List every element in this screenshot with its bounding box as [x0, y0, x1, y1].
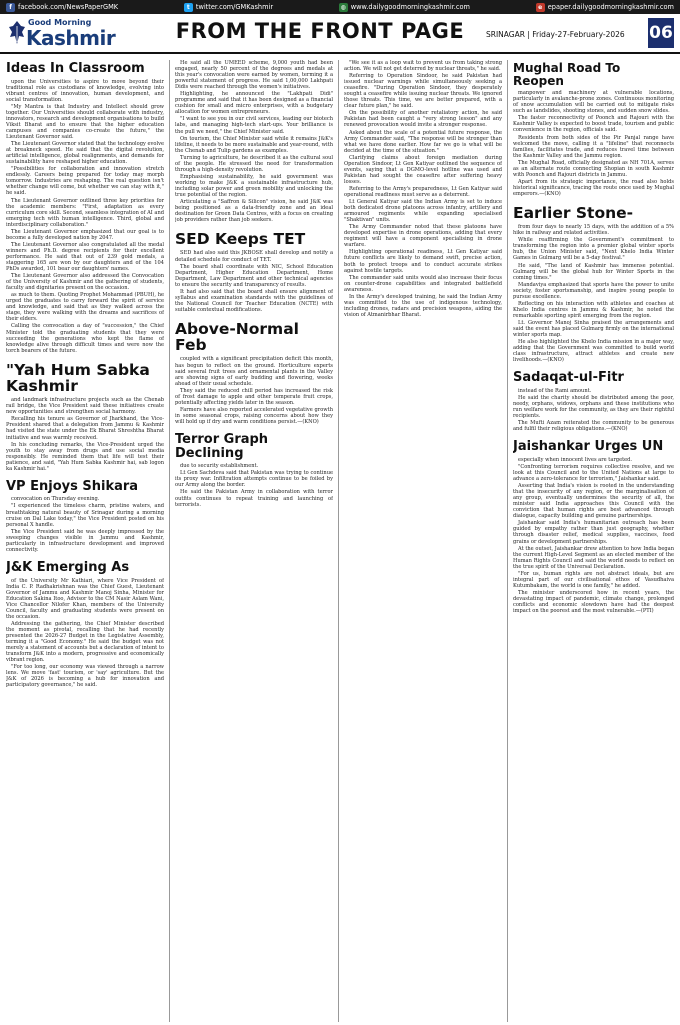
- paragraph: "My Mantra is that Industry and Intellect should grow together. Our Universities should collaborate with industry, innovators, research and development organisations to build Viksit Bharat and to ensure that the higher education campuses and companies co-create the future," the Lieutenant Governor said.: [6, 103, 164, 141]
- column-divider: [338, 60, 339, 1022]
- paragraph: It had also said that the board shall ensure alignment of syllabus and examination standards with the guidelines of the National Council for Teacher Education (NCTE) with suitable contextual modifications.: [175, 288, 333, 313]
- logo-tagline: Good Morning: [28, 18, 92, 27]
- paragraph: especially when innocent lives are targeted.: [518, 456, 633, 463]
- paragraph: "For us, human rights are not abstract ideals, but are integral part of our civilisational ethos of Vasudhaiva Kutumbakam, the world is one family," he added.: [513, 570, 674, 589]
- article-jaishankar-urges-un: [513, 440, 674, 614]
- paragraph: convocation on Thursday evening.: [11, 496, 100, 503]
- paragraph: Asserting that India's vision is rooted in the understanding that the insecurity of any region, or the marginalisation of any group, eventually undermines the security of all, the minister said India approaches this Council with the conviction that human rights are best advanced through dialogue, capacity building and genuine partnerships.: [513, 483, 674, 520]
- headline[interactable]: "Yah Hum Sabka Kashmir: [6, 360, 150, 395]
- paragraph: as much to them. Quoting Prophet Mohammad (PBUH), he urged the graduates to carry forward the spirit of service and knowledge, and said that as they walked across the stage, they were walking with the dreams and sacrifices of their elders.: [6, 292, 164, 323]
- paragraph: Referring to the Army's preparedness, Lt Gen Katiyar said operational readiness must serve as a deterrent.: [344, 185, 502, 198]
- headline[interactable]: Above-Normal Feb: [175, 319, 299, 355]
- article-operation-sindoor: [344, 60, 502, 318]
- paragraph: Referring to Operation Sindoor, he said Pakistan had issued nuclear warnings while simultaneously seeking a ceasefire. "During Operation Sindoor, they desperately sought a ceasefire while issuing nuclear threats. We ignored those threats. This time, we are better prepared, with a clear future plan," he said.: [344, 73, 502, 110]
- paragraph: He said the charity should be distributed among the poor, needy, orphans, widows, orphans and these institutions who run welfare work for the community, as they are their rightful recipients.: [513, 394, 674, 420]
- paragraph: The Vice President said he was deeply impressed by the sweeping changes visible in Jammu and Kashmir, particularly in infrastructure development and improved connectivity.: [6, 528, 164, 553]
- logo-wordmark: Kashmir: [26, 26, 116, 50]
- globe-icon: ◍: [340, 3, 346, 11]
- website-link[interactable]: [339, 3, 470, 12]
- twitter-icon: t: [184, 3, 193, 12]
- paragraph: He said the Pakistan Army in collaboration with terror outfits continues to repeat training and launching of terrorists.: [175, 489, 333, 508]
- paragraph: "I want to see you in our civil services, leading our biotech labs, and managing high-tech start-ups. Your brilliance is the pull we need," the Chief Minister said.: [175, 116, 333, 135]
- column-4: [513, 60, 674, 1022]
- column-1: [6, 60, 164, 1022]
- chinar-leaf-icon: [8, 20, 26, 46]
- paragraph: Clarifying claims about foreign mediation during Operation Sindoor, Lt Gen Katiyar outlined the sequence of events, saying that a DGMO-level hotline was used and Pakistan had sought the ceasefire after suffering heavy losses.: [344, 154, 502, 185]
- article-convocation-continued: [175, 60, 333, 223]
- paragraph: and landmark infrastructure projects such as the Chenab rail bridge, the Vice President said these initiatives create new opportunities and strengthen social harmony.: [6, 397, 164, 416]
- headline[interactable]: Sadaqat-ul-Fitr: [513, 370, 624, 386]
- paragraph: Residents from both sides of the Pir Panjal range have welcomed the move, calling it a "lifeline" that reconnects families, facilitates trade, and reduces travel time between the Kashmir Valley and the Jammu region.: [513, 134, 674, 159]
- paragraph: The board shall coordinate with NIC, School Education Department, Higher Education Department, Home Department, Law Department and other technical agencies to ensure the security and transparency of results.: [175, 263, 333, 288]
- paragraph: Highlighting operational readiness, Lt Gen Katiyar said future conflicts are likely to demand swift, precise action, both to protect troops and to conduct accurate strikes against hostile targets.: [344, 249, 502, 274]
- headline[interactable]: Mughal Road To Reopen: [513, 61, 621, 88]
- paragraph: "For too long, our economy was viewed through a narrow lens. We move 'fast' tourism, or 'say' agriculture. But the J&K of 2026 is becoming a hub for innovation and participatory governance," he said.: [6, 664, 164, 689]
- paragraph: The Army Commander noted that these platoons have developed expertise in drone operations, adding that every regiment will have a component specialising in drone warfare.: [344, 224, 502, 249]
- paragraph: Highlighting, he announced the "Lakhpati Didi" programme and said that it has been designed as a financial cushion for small and micro enterprises, with a budgetary allocation for women entrepreneurs.: [175, 91, 333, 116]
- masthead: [0, 14, 680, 54]
- column-divider: [169, 60, 170, 1022]
- paragraph: Reflecting on his interaction with athletes and coaches at Khelo India centres in Jammu & Kashmir, he noted the remarkable sporting spirit emerging from the region.: [513, 300, 674, 319]
- paragraph: The Lieutenant Governor also congratulated all the medal winners and Ph.D. degree recipients for their excellent performance. He said that out of 239 gold medals, a staggering 165 are won by our daughters and of the 104 PhDs awarded, 101 bear our daughters' names.: [6, 241, 164, 273]
- paragraph: Recalling his tenure as Governor of Jharkhand, the Vice-President shared that a delegation from Jammu & Kashmir had visited the state under the Ek Bharat Shreshtha Bharat initiative and was warmly received.: [6, 416, 164, 441]
- paragraph: due to security establishment.: [180, 463, 259, 470]
- article-columns: [6, 60, 674, 1022]
- paragraph: of the University Mr Kathiari, where Vice President of India C. P. Radhakrishnan was the Chief Guest, Lieutenant Governor of Jammu and Kashmir Manoj Sinha, Minister for Education Sakina Itoo, Advisor to the CM Nasir Aslam Wani, Vice Chancellor Nilofer Khan, members of the University Council, faculty and graduating students were present on the occasion.: [6, 577, 164, 620]
- paragraph: "I experienced the timeless charm, pristine waters, and breathtaking natural beauty of Srinagar during a morning cruise on Dal Lake today," the Vice President posted on his personal X handle.: [6, 503, 164, 528]
- paragraph: The Lieutenant Governor outlined three key priorities for the academic members: "First, adaptation as every curriculum core skill. Second, seamless integration of AI and emerging tech with human intelligence. Third, global and interdisciplinary collaboration.": [6, 197, 164, 228]
- paragraph: Addressing the gathering, the Chief Minister described the moment as pivotal, recalling that he had recently presented the 2026-27 Budget in the Legislative Assembly, terming it a "Good Economy." He said the budget was not merely a statement of accounts but a declaration of intent to transform J&K into a modern, progressive and economically vibrant region.: [6, 620, 164, 664]
- paragraph: Lt. Governor Manoj Sinha praised the arrangements and said the event has placed Gulmarg firmly on the international winter sports map.: [513, 319, 674, 339]
- article-ideas-in-classroom: [6, 62, 164, 354]
- paragraph: In his concluding remarks, the Vice-President urged the youth to stay away from drugs and use social media responsibly. He reminded them that life will test their patience, and said, "Yah Hum Sabka Kashmir hai, sab logon ka Kashmir hai.": [6, 441, 164, 472]
- headline[interactable]: VP Enjoys Shikara: [6, 478, 139, 494]
- website-url: www.dailygoodmorningkashmir.com: [350, 3, 470, 11]
- social-strip: [0, 0, 680, 14]
- page-title: FROM THE FRONT PAGE: [175, 19, 465, 43]
- paragraph: "We see it as a loop wait to prevent us from taking strong action. We will not get deterred by nuclear threats," he said.: [344, 60, 502, 73]
- paragraph: He said, "The land of Kashmir has immense potential. Gulmarg will be the global hub for Winter Sports in the coming times.": [513, 262, 674, 281]
- epaper-link[interactable]: [536, 3, 674, 12]
- article-earlier-stone: [513, 205, 674, 363]
- page-number: 06: [648, 18, 674, 48]
- article-above-normal-feb: [175, 321, 333, 425]
- column-divider: [507, 60, 508, 1022]
- article-sadaqat-ul-fitr: [513, 371, 674, 432]
- paragraph: "Confronting terrorism requires collective resolve, and we look at this Council and to the United Nations at large to advance a zero-tolerance for terrorism," Jaishankar said.: [513, 463, 674, 483]
- paragraph: coupled with a significant precipitation deficit this month, has begun to reflect on the ground. Horticulture experts said several fruit trees and ornamental plants in the Valley are showing signs of early budding and flowering, weeks ahead of their usual schedule.: [175, 356, 333, 387]
- column-2: [175, 60, 333, 1022]
- column-3: [344, 60, 502, 1022]
- headline[interactable]: Terror Graph Declining: [175, 432, 269, 461]
- paragraph: SED had also said this JKBOSE shall develop and notify a detailed schedule for conduct of TET.: [175, 250, 333, 263]
- paragraph: Calling the convocation a day of "succession," the Chief Minister told the graduating students that they were succeeding the generations who kept the flame of knowledge alive through difficult times and were now the torch bearers of the future.: [6, 323, 164, 354]
- paragraph: manpower and machinery at vulnerable locations, particularly in avalanche-prone zones. Continuous monitoring of snow accumulation will be carried out to mitigate risks such as landslides, shooting stones, and sudden snow slides.: [513, 90, 674, 115]
- twitter-url: twitter.com/GMKashmir: [195, 3, 274, 11]
- paragraph: The Lieutenant Governor stated that the technology evolve at breakneck speed. He said that the digital revolution, artificial intelligence, global realignments, and demands for sustainability have reshaped higher education.: [6, 141, 164, 166]
- article-jk-emerging: [6, 561, 164, 688]
- facebook-url: facebook.com/NewsPaperGMK: [18, 3, 119, 11]
- paragraph: They said the reduced chill period has increased the risk of frost damage to apple and other temperate fruit crops, potentially affecting yields later in the season.: [175, 387, 333, 406]
- paragraph: Lt Gen Sachdeva said that Pakistan was trying to continue its proxy war. Infiltration attempts continue to be foiled by our Army along the border.: [175, 470, 333, 489]
- paragraph: The Lieutenant Governor emphasized that our goal is to become a fully developed nation by 2047.: [6, 228, 164, 241]
- paragraph: In the Army's developed training, he said the Indian Army was committed to the use of indigenous technology, including drones, radars and precision weapons, aiding the vision of Atmanirbhar Bharat.: [344, 293, 502, 318]
- headline[interactable]: J&K Emerging As: [6, 559, 130, 575]
- article-vp-enjoys-shikara: [6, 480, 164, 553]
- paragraph: The Mughal Road, officially designated as NH 701A, serves as an alternate route connecting Shopian in south Kashmir with Poonch and Rajouri districts in Jammu.: [513, 159, 674, 178]
- paragraph: Mandaviya emphasized that sports have the power to unite society, foster sportsmanship, and inspire young people to pursue excellence.: [513, 281, 674, 300]
- paragraph: The Mufti Azam reiterated the community to be generous and fulfil their religious obligations.—(KNO): [513, 420, 674, 433]
- paragraph: The faster reconnectivity of Poonch and Rajouri with the Kashmir Valley is expected to boost trade, tourism and public convenience in the region, officials said.: [513, 115, 674, 134]
- paragraph: Apart from its strategic importance, the road also holds historical significance, tracing the route once used by Mughal emperors.—(KNO): [513, 178, 674, 197]
- paragraph: Turning to agriculture, he described it as the cultural soul of the people. He stressed the need for transformation through a high-density revolution.: [175, 154, 333, 173]
- article-mughal-road: [513, 62, 674, 197]
- paragraph: Farmers have also reported accelerated vegetative growth in some seasonal crops, raising concerns about how they will hold up if dry and warm conditions persist.—(KNO): [175, 406, 333, 425]
- newspaper-logo[interactable]: [6, 16, 116, 50]
- facebook-icon: f: [6, 3, 15, 12]
- paragraph: Lt General Katiyar said the Indian Army is set to induce both dedicated drone platoons across infantry, artillery and armoured regiments while expanding specialised "Shaktivan" units.: [344, 199, 502, 224]
- headline[interactable]: SED Keeps TET: [175, 230, 306, 249]
- paragraph: Emphasising sustainability, he said government was working to make J&K a sustainable infrastructure hub, including solar power and green mobility and unlocking the true potential of the region.: [175, 173, 333, 198]
- paragraph: On the possibility of another retaliatory action, he said Pakistan had been caught a "very strong lesson" and any renewed provocation would invite a stronger response.: [344, 110, 502, 129]
- paragraph: Jaishankar said India's humanitarian outreach has been guided by empathy rather than just geography, whether through disaster relief, medical supplies, vaccines, food grains or development partnerships.: [513, 520, 674, 545]
- article-terror-graph-declining: [175, 433, 333, 508]
- paragraph: "Possibilities for collaboration and innovation stretch endlessly. Careers being prepared for today may morph tomorrow. Industries are reshaping. The real question isn't whether change will come, but whether we can stay with it," he said.: [6, 166, 164, 197]
- twitter-link[interactable]: [184, 3, 273, 12]
- article-sed-keeps-tet: [175, 231, 333, 313]
- paragraph: He also highlighted the Khelo India mission in a major way, adding that the Government was committed to build world class infrastructure, attract athletes and create new livelihoods.—(KNO): [513, 339, 674, 364]
- headline[interactable]: Ideas In Classroom: [6, 61, 145, 76]
- paragraph: from four days to nearly 15 days, with the addition of a 5% hike in railway and related activities.: [513, 224, 674, 237]
- paragraph: upon the Universities to aspire to move beyond their traditional role as custodians of knowledge, evolving into vibrant centres of innovation, human development, and social transformation.: [6, 78, 164, 103]
- facebook-link[interactable]: [6, 3, 118, 12]
- headline[interactable]: Earlier Stone-: [513, 203, 634, 222]
- paragraph: While reaffirming the Government's commitment to transforming the region into a premier global winter sports hub, the Union Minister said, "Next Khelo India Winter Games in Gulmarg will be a 5-day festival.": [513, 237, 674, 262]
- dateline: SRINAGAR | Friday-27-February-2026: [486, 30, 625, 39]
- paragraph: Asked about the scale of a potential future response, the Army Commander said, "The response will be stronger than what we have done earlier. How far we go is what will be decided at the time of the situation.": [344, 129, 502, 154]
- paragraph: At the outset, Jaishankar drew attention to how India began the current High-Level Segment as an elected member of the Human Rights Council and said the world needs to reflect on the true spirit of the Universal Declaration.: [513, 545, 674, 570]
- paragraph: The commander said units would also increase their focus on counter-drone capabilities and integrated battlefield awareness.: [344, 274, 502, 293]
- article-yah-hum-sabka-kashmir: [6, 362, 164, 472]
- epaper-url: epaper.dailygoodmorningkashmir.com: [547, 3, 674, 11]
- epaper-icon: e: [536, 3, 545, 12]
- paragraph: The minister underscored how in recent years, the devastating impact of pandemic, climate change, prolonged conflicts and economic slowdown have had the deepest impact on the poorest and the most vulnerable.—(PTI): [513, 589, 674, 615]
- paragraph: instead of the Rami amount.: [518, 387, 592, 394]
- paragraph: Articulating a "Saffron & Silicon" vision, he said J&K was being positioned as a data-friendly zone and an ideal destination for Green Data Centres, with a focus on creating job providers rather than job seekers.: [175, 199, 333, 224]
- paragraph: He said all the UMEED scheme, 9,000 youth had been engaged, nearly 50 percent of the degrees and medals at this year's convocation were earned by women, terming it a powerful statement of progress. He said 1,00,000 Lakhpati Didis were reached through the women's initiatives.: [175, 60, 333, 91]
- paragraph: On tourism, the Chief Minister said while it remains J&K's lifeline, it needs to be more sustainable and year-round, with the Chenab and Tulip gardens as examples.: [175, 135, 333, 154]
- headline[interactable]: Jaishankar Urges UN: [513, 439, 664, 455]
- paragraph: The Lieutenant Governor also addressed the Convocation of the University of Kashmir and the gathering of students, faculty and dignitaries present on the occasion.: [6, 273, 164, 292]
